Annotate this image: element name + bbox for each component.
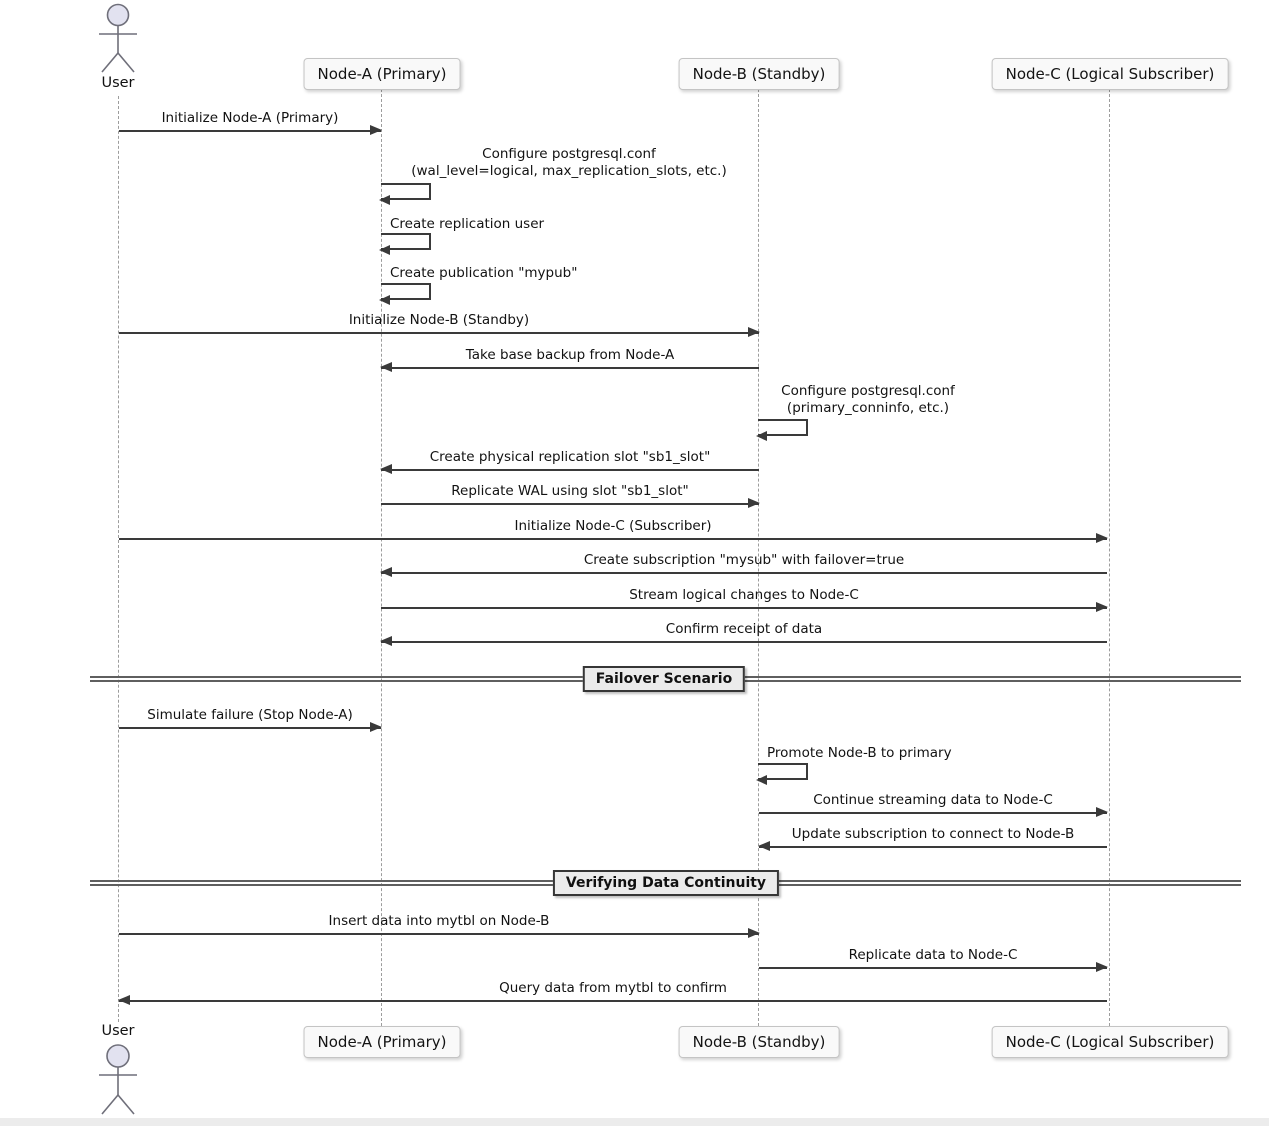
message-label: Initialize Node-A (Primary) [161, 110, 339, 126]
self-message-label: (wal_level=logical, max_replication_slots, etc.) [411, 163, 727, 179]
divider-failover-scenario: Failover Scenario [583, 666, 745, 692]
actor-label-top: User [101, 75, 135, 91]
arrowhead-right-icon [748, 928, 760, 938]
arrow-line [759, 846, 1107, 848]
arrowhead-left-icon [380, 636, 392, 646]
message-label: Create physical replication slot "sb1_slot" [429, 449, 711, 465]
arrowhead-right-icon [748, 327, 760, 337]
arrowhead-right-icon [370, 125, 382, 135]
arrowhead-left-icon [380, 362, 392, 372]
divider-verifying-data-continuity: Verifying Data Continuity [553, 870, 779, 896]
message-label: Insert data into mytbl on Node-B [328, 913, 550, 929]
message-label: Stream logical changes to Node-C [629, 587, 859, 603]
arrow-line [759, 812, 1107, 814]
arrow-line [119, 933, 759, 935]
participant-node-a-bottom: Node-A (Primary) [304, 1026, 461, 1058]
message-label: Continue streaming data to Node-C [813, 792, 1053, 808]
participant-node-b-top: Node-B (Standby) [679, 58, 840, 90]
arrowhead-left-icon [758, 841, 770, 851]
self-message-label: Create replication user [390, 216, 545, 232]
message-label: Initialize Node-B (Standby) [348, 312, 530, 328]
arrowhead-left-icon [380, 567, 392, 577]
arrow-line [119, 332, 759, 334]
arrowhead-right-icon [748, 498, 760, 508]
arrowhead-left-icon [756, 775, 767, 785]
self-message-label: Configure postgresql.conf [482, 146, 656, 162]
arrow-line [119, 130, 381, 132]
participant-node-c-top: Node-C (Logical Subscriber) [992, 58, 1229, 90]
arrowhead-left-icon [756, 431, 767, 441]
arrow-line [119, 727, 381, 729]
arrow-line [381, 367, 759, 369]
arrowhead-left-icon [379, 295, 390, 305]
self-message-create-replication-user [381, 233, 431, 250]
actor-label-bottom: User [101, 1023, 135, 1039]
message-label: Create subscription "mysub" with failover=true [583, 552, 905, 568]
arrowhead-right-icon [1096, 602, 1108, 612]
arrowhead-left-icon [380, 464, 392, 474]
message-label: Replicate data to Node-C [848, 947, 1018, 963]
arrow-line [381, 641, 1107, 643]
self-message-configure-node-a [381, 183, 431, 200]
actor-icon [96, 3, 140, 77]
message-label: Query data from mytbl to confirm [499, 980, 727, 996]
arrowhead-left-icon [118, 995, 130, 1005]
message-label: Initialize Node-C (Subscriber) [514, 518, 712, 534]
arrow-line [381, 503, 759, 505]
message-label: Replicate WAL using slot "sb1_slot" [451, 483, 689, 499]
arrowhead-right-icon [1096, 533, 1108, 543]
arrowhead-right-icon [1096, 807, 1108, 817]
arrowhead-left-icon [379, 195, 390, 205]
self-message-label: (primary_conninfo, etc.) [786, 400, 950, 416]
message-label: Simulate failure (Stop Node-A) [147, 707, 353, 723]
arrow-line [381, 607, 1107, 609]
participant-node-c-bottom: Node-C (Logical Subscriber) [992, 1026, 1229, 1058]
arrow-line [381, 469, 759, 471]
arrow-line [119, 1000, 1107, 1002]
arrow-line [119, 538, 1107, 540]
message-label: Update subscription to connect to Node-B [791, 826, 1075, 842]
message-label: Confirm receipt of data [665, 621, 823, 637]
message-label: Take base backup from Node-A [465, 347, 675, 363]
participant-node-b-bottom: Node-B (Standby) [679, 1026, 840, 1058]
participant-node-a-top: Node-A (Primary) [304, 58, 461, 90]
self-message-promote-node-b [758, 763, 808, 780]
arrowhead-right-icon [1096, 962, 1108, 972]
arrowhead-right-icon [370, 722, 382, 732]
arrow-line [381, 572, 1107, 574]
bottom-edge-strip [0, 1118, 1269, 1126]
self-message-label: Promote Node-B to primary [767, 745, 952, 761]
actor-icon [96, 1042, 140, 1120]
self-message-label: Configure postgresql.conf [781, 383, 955, 399]
self-message-configure-node-b [758, 419, 808, 436]
arrowhead-left-icon [379, 245, 390, 255]
arrow-line [759, 967, 1107, 969]
self-message-label: Create publication "mypub" [390, 265, 578, 281]
self-message-create-publication [381, 283, 431, 300]
